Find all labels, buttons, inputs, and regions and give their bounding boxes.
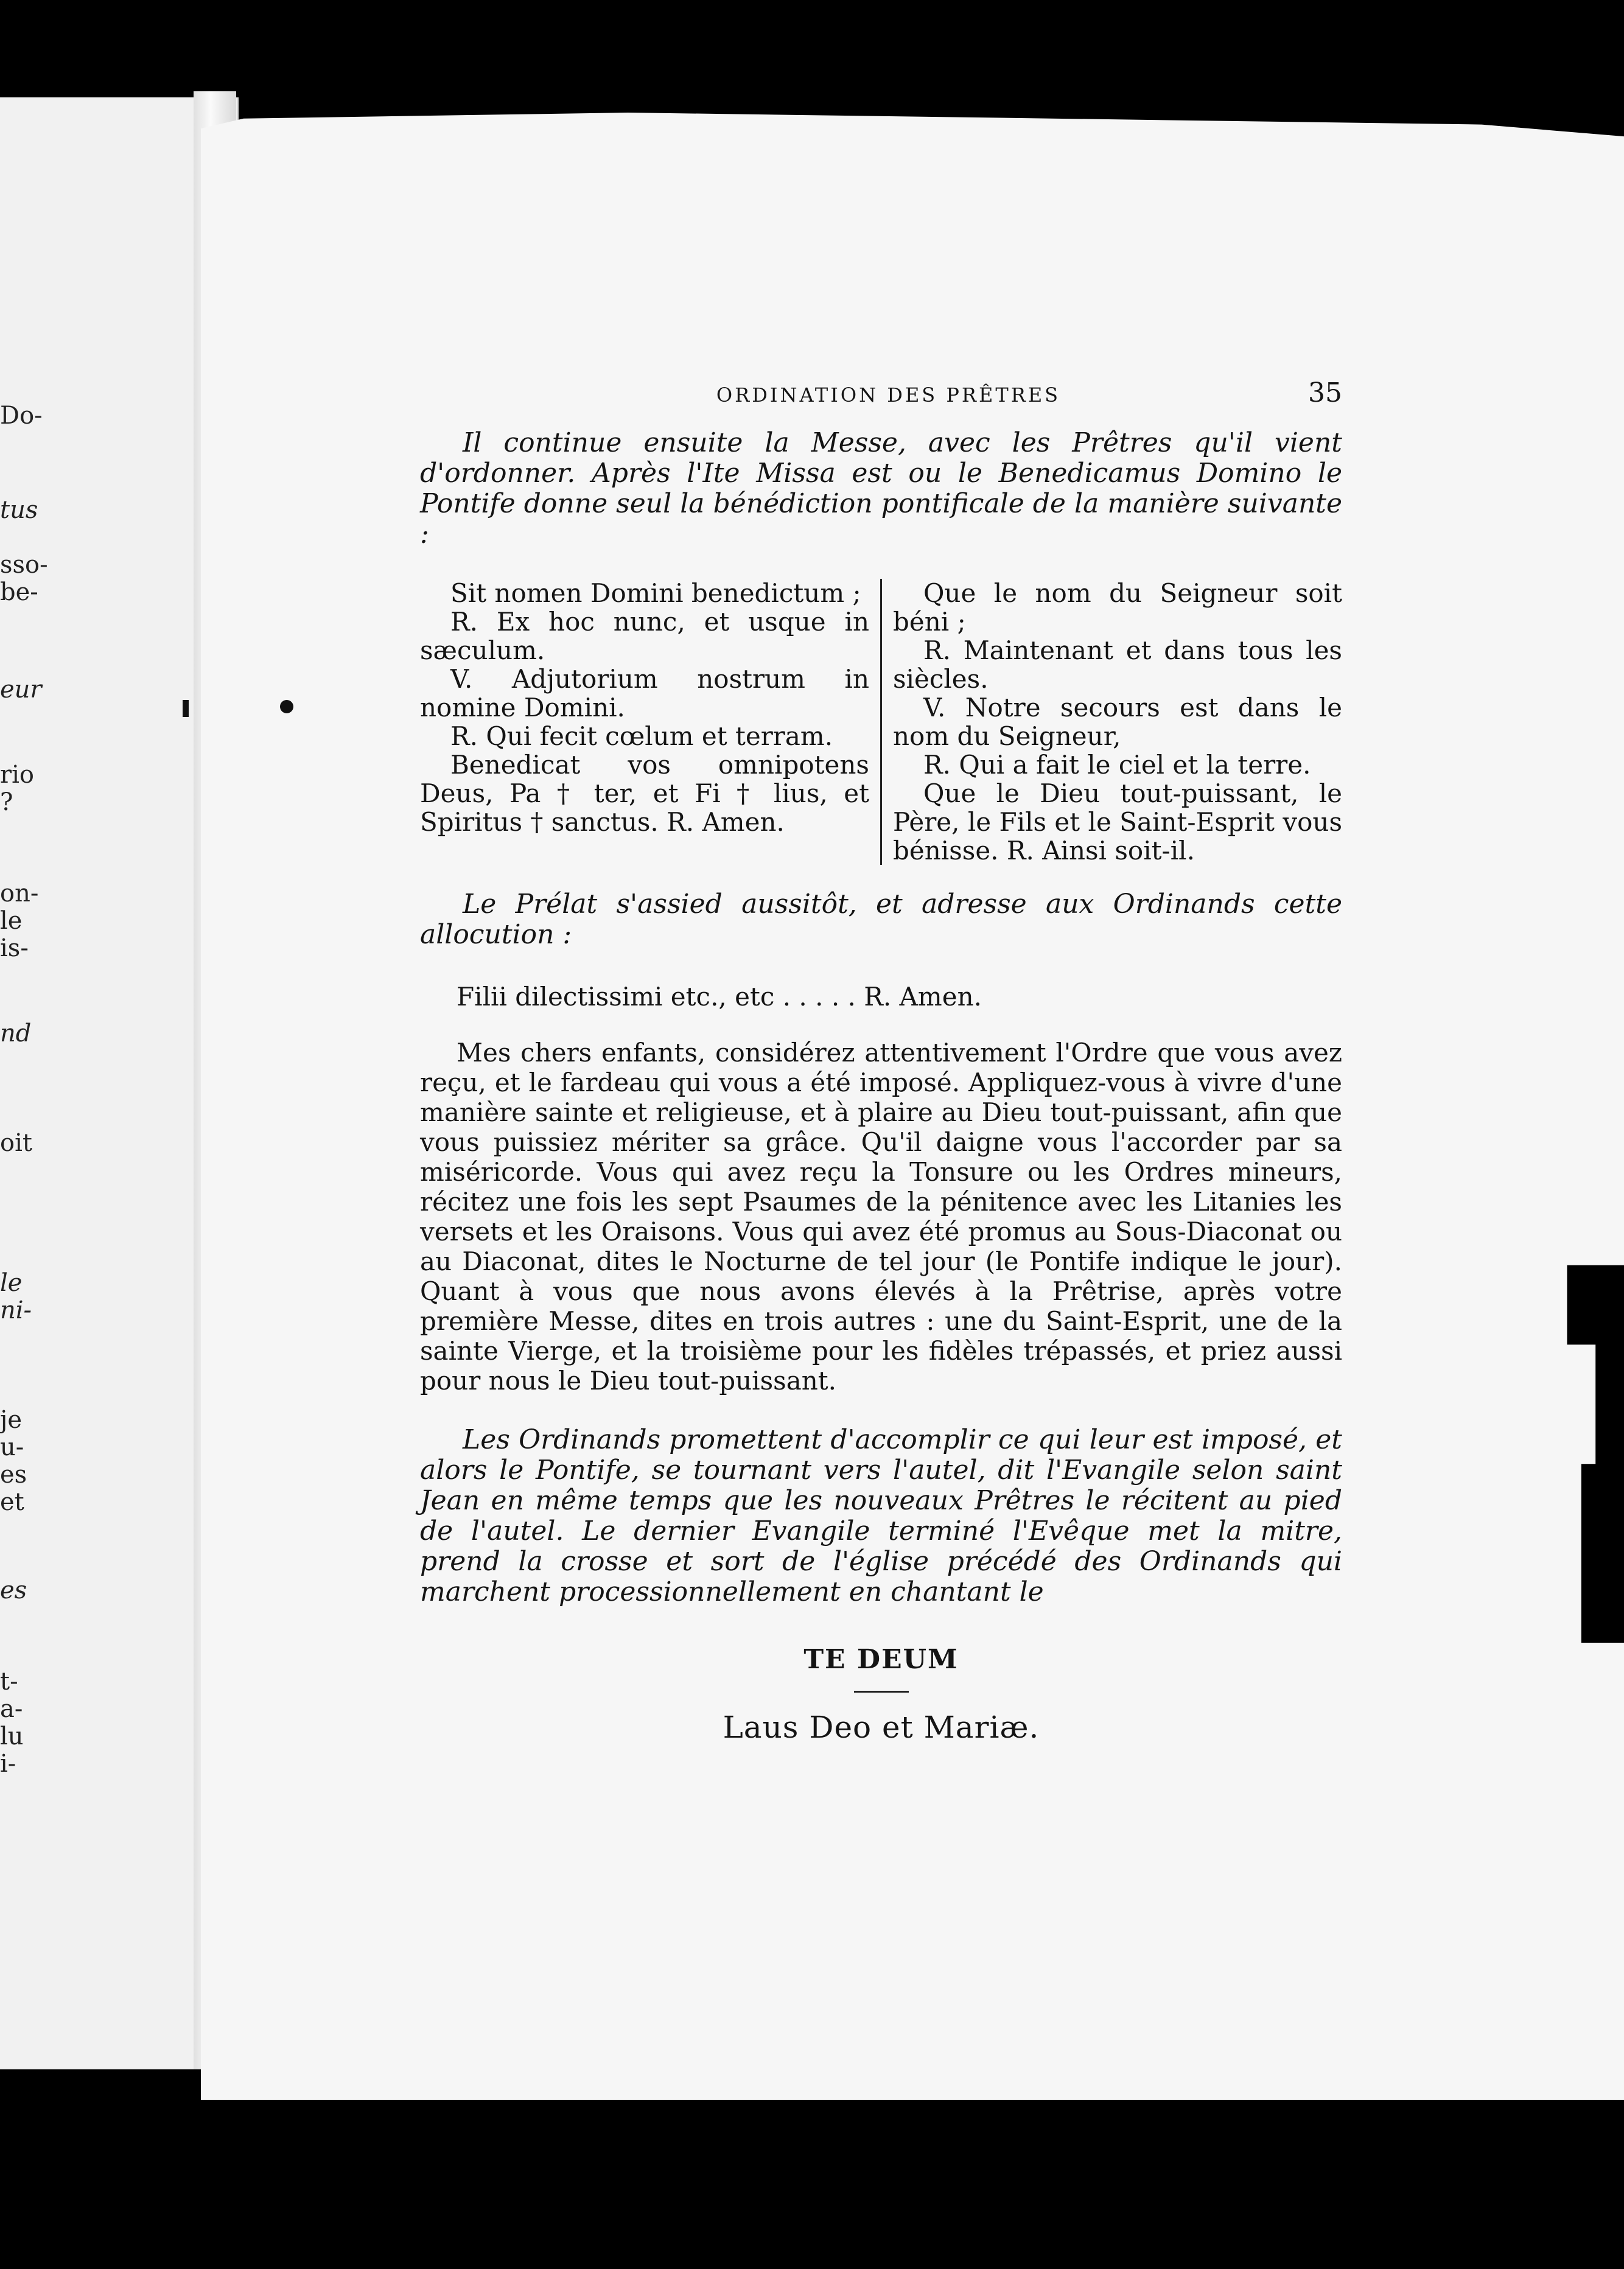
left-page-fragment: ? (0, 788, 13, 816)
latin-line: R. Ex hoc nunc, et usque in sæculum. (420, 607, 869, 665)
rubric-procession: Les Ordinands promettent d'accomplir ce qui leur est imposé, et alors le Pontife, se tournant vers l'autel, dit l'Evangile selon saint Jean en même temps que les nouveaux Prêtres le récitent au pied de l'autel. Le dernier Evangile terminé l'Evêque met la mitre, prend la crosse et sort de l'église précédé des Ordinands qui marchent processionnellement en chantant le (420, 1424, 1342, 1607)
french-line: R. Maintenant et dans tous les siècles. (893, 635, 1342, 694)
te-deum-heading: TE DEUM (803, 1644, 959, 1675)
left-page-fragment: le (0, 907, 23, 935)
latin-line: Sit nomen Domini benedictum ; (450, 578, 861, 608)
page-content (420, 377, 1342, 1745)
left-page-fragment: is- (0, 934, 29, 962)
french-line: R. Qui a fait le ciel et la terre. (923, 750, 1311, 780)
running-title: ORDINATION DES PRÊTRES (716, 383, 1061, 407)
page-number: 35 (1308, 377, 1342, 408)
french-line: V. Notre secours est dans le nom du Seigneur, (893, 693, 1342, 751)
left-page-fragment: es (0, 1576, 27, 1604)
left-page-fragment: eur (0, 676, 42, 704)
left-page-fragment: tus (0, 496, 38, 524)
left-page-fragment: le (0, 1269, 23, 1297)
left-page-fragment: i- (0, 1750, 16, 1778)
left-page-fragment: rio (0, 761, 34, 789)
allocution-paragraph: Mes chers enfants, considérez attentivement l'Ordre que vous avez reçu, et le fardeau qui vous a été imposé. Appliquez-vous à vivre d'une manière sainte et religieuse, et à plaire au Dieu tout-puissant, afin que vous puissiez mériter sa grâce. Qu'il daigne vous l'accorder par sa miséricorde. Vous qui avez reçu la Tonsure ou les Ordres mineurs, récitez une fois les sept Psaumes de la pénitence avec les Litanies les versets et les Oraisons. Vous qui avez été promus au Sous-Diaconat ou au Diaconat, dites le Nocturne de tel jour (le Pontife indique le jour). Quant à vous que nous avons élevés à la Prêtrise, après votre première Messe, dites en trois autres : une du Saint-Esprit, une de la sainte Vierge, et la troisième pour les fidèles trépassés, et priez aussi pour nous le Dieu tout-puissant. (420, 1038, 1342, 1396)
left-page-fragment: je (0, 1406, 23, 1434)
latin-line: V. Adjutorium nostrum in nomine Domini. (420, 664, 869, 722)
left-page-fragment: sso- (0, 551, 48, 579)
rubric-benediction: Il continue ensuite la Messe, avec les Prêtres qu'il vient d'ordonner. Après l'Ite Missa est ou le Benedicamus Domino le Pontife donne seul la bénédiction pontificale de la manière suivante : (420, 427, 1342, 550)
left-page-fragment: oit (0, 1129, 32, 1157)
left-page-fragment: lu (0, 1722, 24, 1750)
left-page-fragment: nd (0, 1019, 32, 1047)
left-page-fragment: be- (0, 578, 38, 606)
rubric-allocution: Le Prélat s'assied aussitôt, et adresse aux Ordinands cette allocution : (420, 889, 1342, 950)
left-page-fragment: on- (0, 879, 39, 907)
running-header (420, 377, 1342, 408)
french-line: Que le Dieu tout-puissant, le Père, le Fils et le Saint-Esprit vous bénisse. R. Ainsi soit-il. (893, 778, 1342, 865)
french-line: Que le nom du Seigneur soit béni ; (893, 578, 1342, 637)
left-page-fragment: es (0, 1461, 27, 1489)
fili-line: Filii dilectissimi etc., etc . . . . . R. Amen. (457, 982, 982, 1012)
left-page-fragment: t- (0, 1668, 18, 1696)
left-page-fragment: a- (0, 1695, 23, 1723)
latin-line: R. Qui fecit cœlum et terram. (450, 721, 833, 751)
scan-speck (280, 700, 293, 713)
latin-column (420, 579, 880, 865)
left-page-fragment: et (0, 1488, 24, 1516)
left-page-fragment: ni- (0, 1296, 32, 1324)
closing-line: Laus Deo et Mariæ. (723, 1710, 1040, 1745)
scan-speck (183, 700, 189, 717)
left-page-fragment: u- (0, 1433, 24, 1461)
divider-rule (854, 1691, 909, 1693)
benediction-columns (420, 579, 1342, 865)
french-column (880, 579, 1342, 865)
left-page-fragment: Do- (0, 402, 43, 430)
latin-line: Benedicat vos omnipotens Deus, Pa † ter, et Fi † lius, et Spiritus † sanctus. R. Amen. (420, 750, 869, 837)
